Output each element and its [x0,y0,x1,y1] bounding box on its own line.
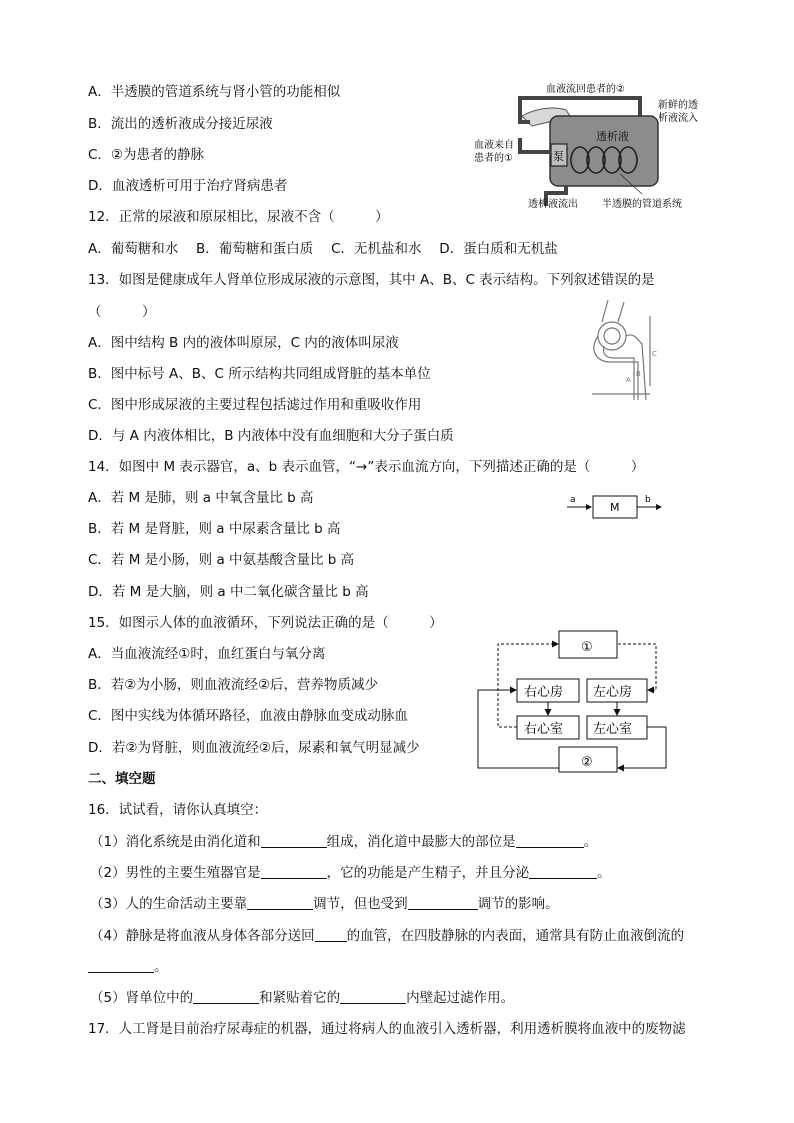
dialysis-figure [470,78,710,213]
q11-option-a: A．半透膜的管道系统与肾小管的功能相似 [88,84,341,100]
right-ventricle-label: 右心室 [524,722,564,737]
q12-options: A．葡萄糖和水 B．葡萄糖和蛋白质 C．无机盐和水 D．蛋白质和无机盐 [88,241,558,257]
label-pump: 泵 [553,150,564,163]
svg-text:A: A [626,376,631,384]
label-blood-return: 血液流回患者的② [546,84,625,95]
q13-option-d: D．与 A 内液体相比，B 内液体中没有血细胞和大分子蛋白质 [88,428,454,444]
q14-option-a: A．若 M 是肺，则 a 中氧含量比 b 高 [88,490,314,506]
box1-label: ① [581,640,593,655]
label-from-line2: 患者的① [474,153,513,164]
blank[interactable] [529,864,597,879]
label-outflow: 透析液流出 [528,199,578,210]
q16-line4: （4）静脉是将血液从身体各部分送回 的血管，在四肢静脉的内表面，通常具有防止血液倒流的 [90,928,685,944]
vessel-a-label: a [570,495,576,505]
q13-stem: 13．如图是健康成年人肾单位形成尿液的示意图，其中 A、B、C 表示结构。下列叙述错误的是 [88,272,655,288]
q14-option-d: D．若 M 是大脑，则 a 中二氧化碳含量比 b 高 [88,584,369,600]
q17-stem: 17．人工肾是目前治疗尿毒症的机器，通过将病人的血液引入透析器，利用透析膜将血液中的废物滤 [88,1021,686,1037]
label-dialysate: 透析液 [596,130,629,143]
blank[interactable] [315,927,347,942]
blank[interactable] [88,958,154,973]
blank[interactable] [247,895,313,910]
q13-paren: （ ） [88,304,156,320]
q15-option-a: A．当血液流经①时，血红蛋白与氧分离 [88,646,326,662]
q16-line3: （3）人的生命活动主要靠 调节，但也受到 调节的影响。 [90,896,559,912]
left-ventricle-label: 左心室 [593,722,633,737]
q16-stem: 16．试试看，请你认真填空： [88,802,268,818]
q14-option-b: B．若 M 是肾脏，则 a 中尿素含量比 b 高 [88,521,341,537]
q11-option-b: B．流出的透析液成分接近尿液 [88,116,273,132]
q14-stem: 14．如图中 M 表示器官，a、b 表示血管，“→”表示血流方向，下列描述正确的是（ ） [88,459,645,475]
q12-stem: 12．正常的尿液和原尿相比，尿液不含（ ） [88,209,389,225]
organ-m-figure [565,491,665,523]
blank[interactable] [261,833,327,848]
blank[interactable] [340,989,406,1004]
q14-option-c: C．若 M 是小肠，则 a 中氨基酸含量比 b 高 [88,552,355,568]
q15-stem: 15．如图示人体的血液循环，下列说法正确的是（ ） [88,615,443,631]
organ-m-label: M [610,501,620,514]
label-fresh-line1: 新鲜的透 [658,100,698,111]
q15-option-b: B．若②为小肠，则血液流经②后，营养物质减少 [88,677,378,693]
q13-option-a: A．图中结构 B 内的液体叫原尿，C 内的液体叫尿液 [88,335,399,351]
q16-line5: （5）肾单位中的 和紧贴着它的 内壁起过滤作用。 [90,990,515,1006]
q13-option-b: B．图中标号 A、B、C 所示结构共同组成肾脏的基本单位 [88,366,431,382]
vessel-b-label: b [645,495,651,505]
nephron-figure [588,296,668,414]
q15-option-c: C．图中实线为体循环路径，血液由静脉血变成动脉血 [88,708,408,724]
q16-line4-cont: 。 [88,958,168,976]
q11-option-d: D．血液透析可用于治疗肾病患者 [88,178,288,194]
blank[interactable] [516,833,584,848]
circulation-figure [470,628,700,776]
box2-label: ② [581,755,593,770]
label-fresh-line2: 析液流入 [658,113,698,124]
q13-option-c: C．图中形成尿液的主要过程包括滤过作用和重吸收作用 [88,397,422,413]
left-atrium-label: 左心房 [593,685,633,700]
right-atrium-label: 右心房 [524,685,564,700]
q16-line1: （1）消化系统是由消化道和 组成，消化道中最膨大的部位是 。 [90,834,598,850]
q15-option-d: D．若②为肾脏，则血液流经②后，尿素和氧气明显减少 [88,740,420,756]
blank[interactable] [408,895,478,910]
blank[interactable] [193,989,259,1004]
section-fill-in-title: 二、填空题 [88,771,156,787]
q16-line2: （2）男性的主要生殖器官是 ，它的功能是产生精子，并且分泌 。 [90,865,611,881]
label-from-line1: 血液来自 [474,140,514,151]
label-tube: 半透膜的管道系统 [602,199,682,210]
inflow-tube [520,138,551,152]
q11-option-c: C．②为患者的静脉 [88,147,205,163]
blank[interactable] [261,864,327,879]
svg-text:B: B [636,370,641,378]
svg-text:C: C [652,350,657,358]
